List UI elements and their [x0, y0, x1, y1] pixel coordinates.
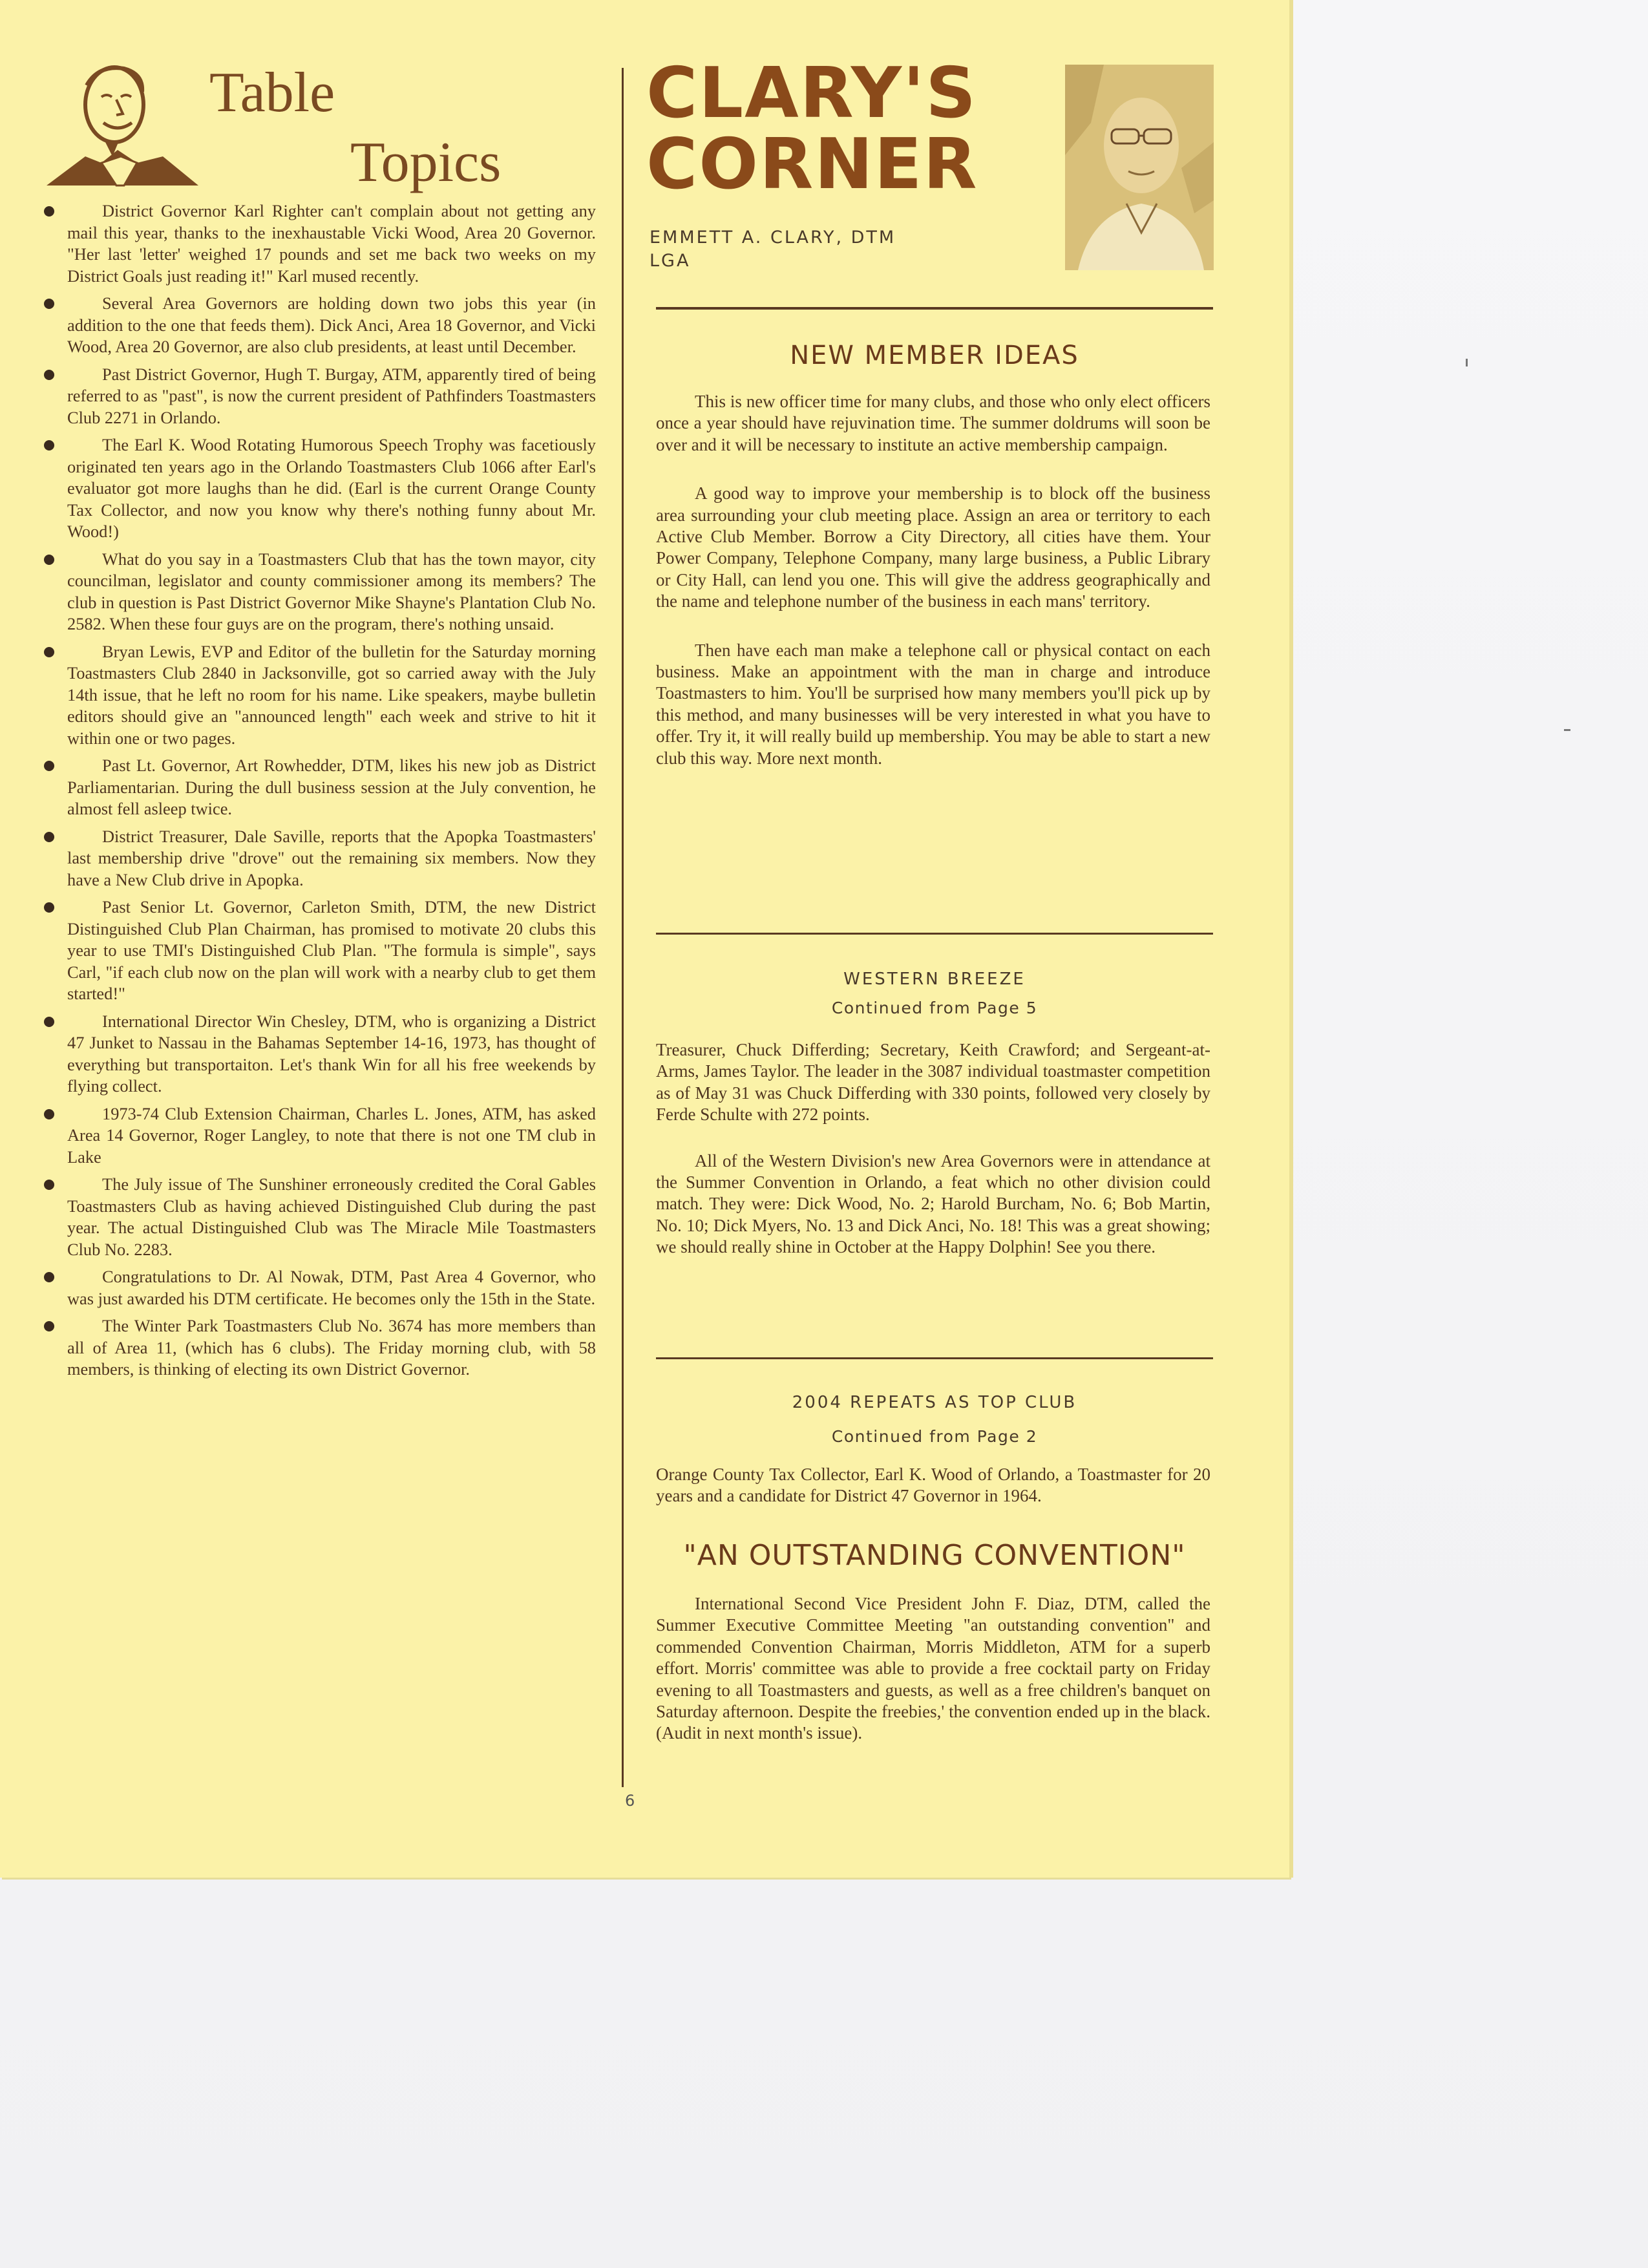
bullet-icon: [44, 1017, 54, 1027]
bullet-icon: [44, 647, 54, 657]
continued-note: Continued from Page 2: [831, 1427, 1038, 1446]
item-text: Past Lt. Governor, Art Rowhedder, DTM, likes his new job as District Parliamentarian. During the dull business session at the July convention, he almost fell asleep twice.: [67, 756, 596, 818]
item-text: International Director Win Chesley, DTM, who is organizing a District 47 Junket to Nassau in the Bahamas September 14-16, 1973, has thought of everything but transportaiton. Let's thank Win for all his free weekends by flying collect.: [67, 1011, 596, 1096]
paragraph: Treasurer, Chuck Differding; Secretary, Keith Crawford; and Sergeant-at-Arms, James Taylor. The leader in the 3087 individual toastmaster competition as of May 31 was Chuck Differding with 330 points, followed very closely by Ferde Schulte with 272 points.: [656, 1040, 1210, 1125]
paragraph: This is new officer time for many clubs, and those who only elect officers once a year should have rejuvination time. The summer doldrums will soon be over and it will be necessary to institute an active membership campaign.: [656, 392, 1210, 454]
item-text: 1973-74 Club Extension Chairman, Charles L. Jones, ATM, has asked Area 14 Governor, Roger Langley, to note that there is not one TM club in Lake: [67, 1103, 596, 1167]
bullet-icon: [44, 902, 54, 913]
western-breeze-body: [656, 1039, 1210, 1258]
convention-heading: "AN OUTSTANDING CONVENTION": [683, 1539, 1186, 1572]
list-item: [40, 1315, 596, 1381]
scan-speck: [1564, 729, 1570, 731]
top-club-body: Orange County Tax Collector, Earl K. Wood of Orlando, a Toastmaster for 20 years and a candidate for District 47 Governor in 1964.: [656, 1465, 1210, 1506]
item-text: Congratulations to Dr. Al Nowak, DTM, Past Area 4 Governor, who was just awarded his DTM certificate. He becomes only the 15th in the State.: [67, 1267, 596, 1308]
continued-note: Continued from Page 5: [831, 999, 1038, 1017]
bullet-icon: [44, 299, 54, 309]
list-item: [40, 1174, 596, 1260]
item-text: What do you say in a Toastmasters Club that has the town mayor, city councilman, legislator and county commissioner among its members? The club in question is Past District Governor Mike Shayne's Plantation Club No. 2582. When these four guys are on the program, there's nothing unsaid.: [67, 549, 596, 633]
new-member-ideas-body: [656, 391, 1210, 769]
paragraph: Then have each man make a telephone call or physical contact on each business. Make an appointment with the man in charge and introduce Toastmasters to him. You'll be surprised how many members you'll pick up by this method, and many businesses will be very interested in what you have to offer. Try it, it will really build up membership. You may be able to start a new club this way. More next month.: [656, 640, 1210, 768]
bullet-icon: [44, 440, 54, 450]
table-topics-title-line1: Table: [209, 61, 335, 124]
page-edge: [1289, 0, 1293, 1878]
section-divider: [656, 1357, 1213, 1359]
list-item: [40, 293, 596, 358]
bullet-icon: [44, 1109, 54, 1119]
bullet-icon: [44, 761, 54, 771]
list-item: [40, 755, 596, 820]
list-item: [40, 826, 596, 891]
item-text: Bryan Lewis, EVP and Editor of the bulletin for the Saturday morning Toastmasters Club 2840 in Jacksonville, got so carried away with the July 14th issue, that he left no room for his name. Like speakers, maybe bulletin editors should give an "announced length" each week and strive to hit it within one or two pages.: [67, 641, 596, 748]
list-item: [40, 896, 596, 1005]
table-topics-title-line2: Topics: [350, 131, 502, 194]
table-topics-list: [40, 200, 596, 1386]
author-byline: [650, 226, 896, 273]
western-breeze-heading: WESTERN BREEZE: [843, 970, 1026, 989]
byline-title: LGA: [650, 251, 691, 271]
list-item: [40, 1011, 596, 1097]
table-topics-header: [40, 59, 570, 195]
item-text: Several Area Governors are holding down two jobs this year (in addition to the one that feeds them). Dick Anci, Area 18 Governor, and Vicki Wood, Area 20 Governor, are also club presidents, at least until December.: [67, 293, 596, 356]
list-item: [40, 200, 596, 287]
section-divider: [656, 307, 1213, 310]
section-divider: [656, 933, 1213, 935]
byline-name: EMMETT A. CLARY, DTM: [650, 228, 896, 248]
paragraph: International Second Vice President John F. Diaz, DTM, called the Summer Executive Committee Meeting "an outstanding convention" and commended Convention Chairman, Morris Middleton, ATM for a superb effort. Morris' committee was able to provide a free cocktail party on Friday evening to all Toastmasters and guests, as well as a free children's banquet on Saturday afternoon. Despite the freebies,' the convention ended up in the black. (Audit in next month's issue).: [656, 1594, 1210, 1743]
bullet-icon: [44, 832, 54, 842]
bullet-icon: [44, 1321, 54, 1331]
bullet-icon: [44, 370, 54, 380]
list-item: [40, 434, 596, 543]
top-club-heading: 2004 REPEATS AS TOP CLUB: [792, 1393, 1077, 1412]
bullet-icon: [44, 206, 54, 217]
page-number: 6: [625, 1792, 635, 1810]
scan-speck: [1466, 359, 1468, 366]
author-portrait: [1065, 65, 1214, 270]
item-text: The Earl K. Wood Rotating Humorous Speech Trophy was facetiously originated ten years ago in the Orlando Toastmasters Club 1066 after Earl's evaluator got more laughs than he did. (Earl is the current Orange County Tax Collector, and now you know why there's nothing funny about Mr. Wood!): [67, 435, 596, 541]
convention-body: [656, 1593, 1210, 1744]
item-text: District Governor Karl Righter can't complain about not getting any mail this year, thanks to the inexhaustable Vicki Wood, Area 20 Governor. "Her last 'letter' weighed 17 pounds and set me back two weeks on my District Goals just reading it!" Karl mused recently.: [67, 201, 596, 286]
paragraph: A good way to improve your membership is to block off the business area surrounding your club meeting place. Assign an area or territory to each Active Club Member. Borrow a City Directory, all cities have them. Your Power Company, Telephone Company, many large business, a Public Library or City Hall, can lend you one. This will give the address geographically and the name and telephone number of the business in each mans' territory.: [656, 483, 1210, 611]
title-line2: CORNER: [646, 124, 978, 205]
list-item: [40, 1266, 596, 1309]
item-text: Past District Governor, Hugh T. Burgay, ATM, apparently tired of being referred to as "past", is now the current president of Pathfinders Toastmasters Club 2271 in Orlando.: [67, 364, 596, 427]
bullet-icon: [44, 1272, 54, 1282]
item-text: The July issue of The Sunshiner erroneously credited the Coral Gables Toastmasters Club as having achieved Distinguished Club during the past year. The actual Distinguished Club was The Miracle Mile Toastmasters Club No. 2283.: [67, 1174, 596, 1259]
list-item: [40, 364, 596, 429]
title-line1: CLARY'S: [646, 53, 977, 134]
speaker-cartoon-icon: [40, 59, 202, 189]
item-text: The Winter Park Toastmasters Club No. 3674 has more members than all of Area 11, (which has 6 clubs). The Friday morning club, with 58 members, is thinking of electing its own District Governor.: [67, 1316, 596, 1379]
new-member-ideas-heading: NEW MEMBER IDEAS: [790, 341, 1079, 370]
item-text: District Treasurer, Dale Saville, reports that the Apopka Toastmasters' last membership drive "drove" out the remaining six members. Now they have a New Club drive in Apopka.: [67, 826, 596, 889]
paragraph: All of the Western Division's new Area Governors were in attendance at the Summer Convention in Orlando, a feat which no other division could match. They were: Dick Wood, No. 2; Harold Burcham, No. 6; Bob Martin, No. 10; Dick Myers, No. 13 and Dick Anci, No. 18! This was a great showing; we should really shine in October at the Happy Dolphin! See you there.: [656, 1150, 1210, 1257]
column-divider: [622, 68, 624, 1787]
list-item: [40, 641, 596, 750]
bullet-icon: [44, 555, 54, 565]
clarys-corner-title: [646, 53, 1034, 205]
list-item: [40, 549, 596, 635]
list-item: [40, 1103, 596, 1169]
item-text: Past Senior Lt. Governor, Carleton Smith, DTM, the new District Distinguished Club Plan Chairman, has promised to motivate 20 clubs this year to use TMI's Distinguished Club Plan. "The formula is simple", says Carl, "if each club now on the plan will work with a nearby club to get them started!": [67, 897, 596, 1003]
bullet-icon: [44, 1180, 54, 1190]
